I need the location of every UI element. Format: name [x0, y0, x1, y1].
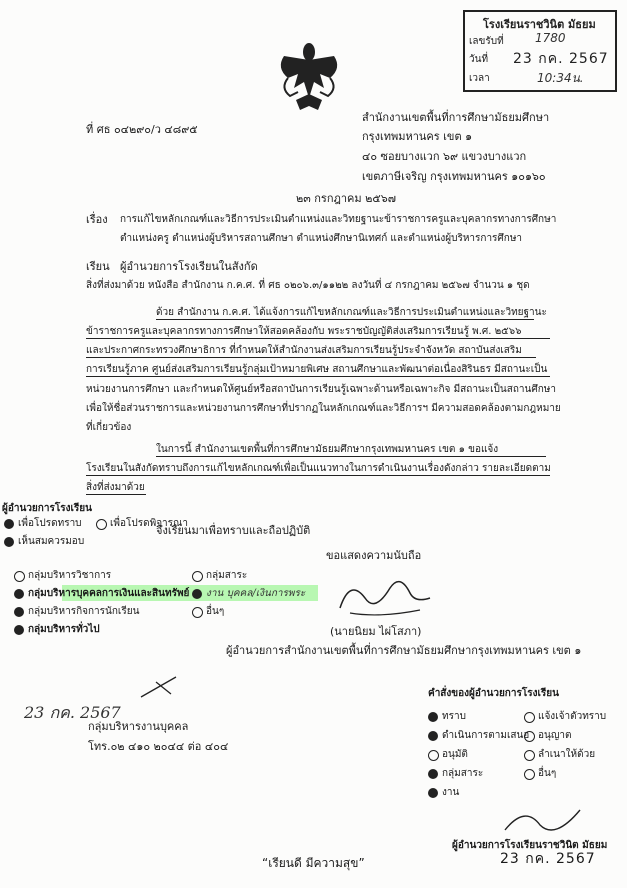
checked-circle-icon — [428, 712, 438, 722]
routing-right-item-2: งาน บุคคล/เงินการพระ — [206, 588, 306, 599]
routing-right-header: คำสั่งของผู้อำนวยการโรงเรียน — [428, 688, 559, 699]
stamp-date-value: 23 กค. 2567 — [513, 51, 609, 67]
empty-circle-icon — [524, 750, 535, 761]
telephone: โทร.๐๒ ๔๑๐ ๒๐๔๔ ต่อ ๔๐๔ — [88, 740, 229, 753]
empty-circle-icon — [524, 731, 535, 742]
order-opt-3: อนุมัติ — [442, 749, 468, 760]
order-right-opt-4: อื่นๆ — [538, 768, 557, 779]
para1-line-2: ข้าราชการครูและบุคลากรทางการศึกษาให้สอดคล้องกับ พระราชบัญญัติส่งเสริมการเรียนรู้ พ.ศ. ๒๕๖๖ — [86, 326, 522, 337]
order-right-opt-1: แจ้งเจ้าตัวทราบ — [538, 711, 607, 722]
order-opt-2: ดำเนินการตามเสนอ — [442, 730, 530, 741]
handwritten-date-right: 23 กค. 2567 — [500, 851, 596, 867]
handwritten-date-left: 23 กค. 2567 — [24, 703, 121, 722]
receipt-stamp — [463, 10, 617, 92]
subject-line-2: ตำแหน่งครู ตำแหน่งผู้บริหารสถานศึกษา ตำแหน่งศึกษานิเทศก์ และตำแหน่งผู้บริหารการศึกษา — [120, 233, 523, 244]
checked-circle-icon — [14, 589, 24, 599]
attachment-line: สิ่งที่ส่งมาด้วย หนังสือ สำนักงาน ก.ค.ศ. ที่ ศธ ๐๒๐๖.๓/๑๑๒๒ ลงวันที่ ๔ กรกฎาคม ๒๕๖๗ จำนวน ๑ ชุด — [86, 280, 530, 291]
checked-circle-icon — [14, 625, 24, 635]
order-right-opt-3: ลำเนาให้ด้วย — [538, 749, 596, 760]
subject-line-1: การแก้ไขหลักเกณฑ์และวิธีการประเมินตำแหน่งและวิทยฐานะข้าราชการครูและบุคลากรทางการศึกษา — [120, 214, 557, 225]
to-value: ผู้อำนวยการโรงเรียนในสังกัด — [120, 260, 258, 273]
routing-item-1: กลุ่มบริหารวิชาการ — [28, 570, 112, 581]
signer-title: ผู้อำนวยการสำนักงานเขตพื้นที่การศึกษามัธยมศึกษากรุงเทพมหานคร เขต ๑ — [226, 644, 582, 657]
checked-circle-icon — [4, 537, 14, 547]
garuda-emblem-icon — [274, 38, 344, 118]
sender-line-1: สำนักงานเขตพื้นที่การศึกษามัธยมศึกษา — [362, 111, 550, 124]
sender-line-2: กรุงเทพมหานคร เขต ๑ — [362, 130, 473, 143]
empty-circle-icon — [192, 607, 203, 618]
signer-name: (นายนิยม ไผ่โสภา) — [330, 625, 422, 638]
para2-line-2: โรงเรียนในสังกัดทราบถึงการแก้ไขหลักเกณฑ์เพื่อเป็นแนวทางในการดำเนินงานเรื่องดังกล่าว รายละเอียดตาม — [86, 463, 551, 474]
para1-line-4: การเรียนรู้ภาค ศูนย์ส่งเสริมการเรียนรู้กลุ่มเป้าหมายพิเศษ สถานศึกษาและพัฒนาต่อเนื่องสิรินธร มีสถานะเป็น — [86, 364, 548, 375]
handwritten-underline — [86, 338, 550, 339]
department: กลุ่มบริหารงานบุคคล — [88, 720, 189, 733]
order-opt-5: งาน — [442, 787, 460, 798]
order-opt-1: ทราบ — [442, 711, 466, 722]
stamp-receive-value: 1780 — [535, 31, 566, 45]
para2-line-3: สิ่งที่ส่งมาด้วย — [86, 482, 145, 493]
checked-circle-icon — [192, 589, 202, 599]
empty-circle-icon — [14, 571, 25, 582]
sender-line-3: ๔๐ ซอยบางแวก ๖๙ แขวงบางแวก — [362, 150, 527, 163]
routing-item-2: กลุ่มบริหารบุคคลการเงินและสินทรัพย์ — [28, 588, 190, 599]
para2-line-1: ในการนี้ สำนักงานเขตพื้นที่การศึกษามัธยมศึกษากรุงเทพมหานคร เขต ๑ ขอแจ้ง — [156, 444, 499, 455]
checked-circle-icon — [428, 788, 438, 798]
handwritten-underline — [86, 494, 146, 495]
regards: ขอแสดงความนับถือ — [326, 549, 422, 562]
to-label: เรียน — [86, 260, 110, 273]
checked-circle-icon — [428, 731, 438, 741]
closing-request: จึงเรียนมาเพื่อทราบและถือปฏิบัติ — [156, 524, 311, 537]
order-opt-4: กลุ่มสาระ — [442, 768, 484, 779]
para1-line-5: หน่วยงานการศึกษา และกำหนดให้ศูนย์หรือสถาบันการเรียนรู้เฉพาะด้านหรือเฉพาะกิจ มีสถานะเป็นสถานศึกษา — [86, 384, 556, 395]
para1-line-6: เพื่อให้ชื่อส่วนราชการและหน่วยงานการศึกษาที่ปรากฏในหลักเกณฑ์และวิธีการฯ มีความสอดคล้องตามกฎหมาย — [86, 403, 561, 414]
routing-right-item-1: กลุ่มสาระ — [206, 570, 248, 581]
routing-right-item-3: อื่นๆ — [206, 606, 225, 617]
stamp-school: โรงเรียนราชวินิต มัธยม — [483, 18, 596, 31]
routing-opt-2: เพื่อโปรดพิจารณา — [110, 518, 188, 529]
empty-circle-icon — [192, 571, 203, 582]
checked-circle-icon — [428, 769, 438, 779]
sender-line-4: เขตภาษีเจริญ กรุงเทพมหานคร ๑๐๑๖๐ — [362, 170, 546, 183]
director-signature-mark — [500, 800, 590, 840]
handwritten-underline — [156, 456, 546, 457]
routing-left-header: ผู้อำนวยการโรงเรียน — [2, 503, 92, 514]
initials-mark — [136, 672, 186, 702]
empty-circle-icon — [96, 519, 107, 530]
letter-date: ๒๓ กรกฎาคม ๒๕๖๗ — [296, 192, 396, 205]
bottom-stamp-school: ผู้อำนวยการโรงเรียนราชวินิต มัธยม — [452, 840, 608, 851]
stamp-receive-label: เลขรับที่ — [469, 36, 504, 47]
para1-line-7: ที่เกี่ยวข้อง — [86, 422, 132, 433]
routing-opt-1: เพื่อโปรดทราบ — [18, 518, 82, 529]
stamp-date-label: วันที่ — [469, 54, 489, 65]
routing-item-3: กลุ่มบริหารกิจการนักเรียน — [28, 606, 140, 617]
handwritten-underline — [156, 319, 534, 320]
stamp-time-label: เวลา — [469, 73, 490, 84]
handwritten-underline — [86, 475, 550, 476]
handwritten-underline — [86, 376, 550, 377]
empty-circle-icon — [524, 712, 535, 723]
reference-number: ที่ ศธ ๐๔๒๙๐/ว ๔๘๙๕ — [86, 123, 198, 136]
para1-line-1: ด้วย สำนักงาน ก.ค.ศ. ได้แจ้งการแก้ไขหลักเกณฑ์และวิธีการประเมินตำแหน่งและวิทยฐานะ — [156, 307, 547, 318]
routing-opt-3: เห็นสมควรมอบ — [18, 536, 85, 547]
checked-circle-icon — [4, 519, 14, 529]
stamp-time-value: 10:34น. — [537, 71, 584, 85]
signature-mark — [330, 568, 440, 628]
order-right-opt-2: อนุญาต — [538, 730, 572, 741]
checked-circle-icon — [14, 607, 24, 617]
routing-item-4: กลุ่มบริหารทั่วไป — [28, 624, 100, 635]
handwritten-underline — [86, 357, 536, 358]
empty-circle-icon — [524, 769, 535, 780]
empty-circle-icon — [428, 750, 439, 761]
para1-line-3: และประกาศกระทรวงศึกษาธิการ ที่กำหนดให้สำนักงานส่งเสริมการเรียนรู้ประจำจังหวัด สถาบันส่งเสริม — [86, 345, 522, 356]
school-motto: “เรียนดี มีความสุข” — [262, 856, 365, 870]
subject-label: เรื่อง — [86, 213, 108, 226]
